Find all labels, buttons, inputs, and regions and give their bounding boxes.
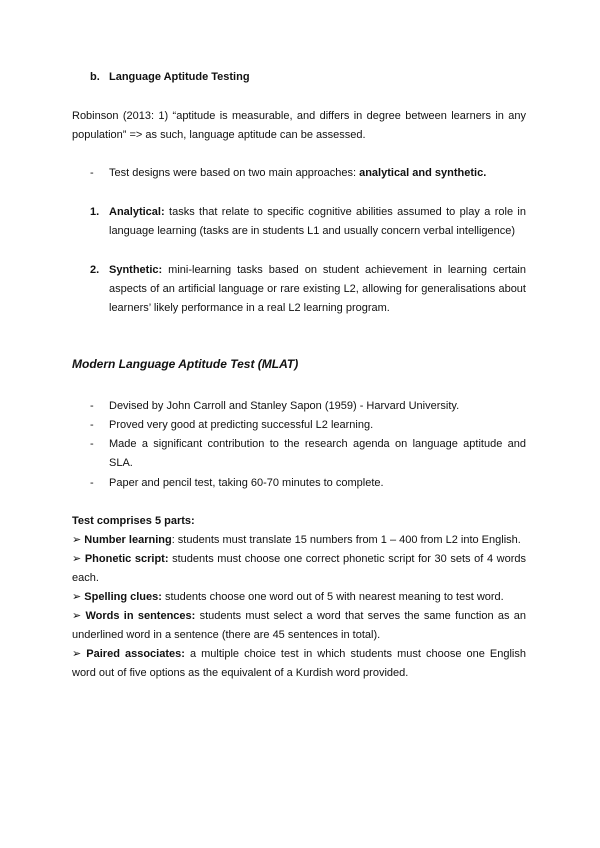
part-item bbox=[72, 588, 526, 607]
part-text: : students must translate 15 numbers from 1 – 400 from L2 into English. bbox=[171, 534, 521, 546]
bullet-text: Proved very good at predicting successful L2 learning. bbox=[109, 419, 374, 431]
dash-marker: - bbox=[90, 438, 94, 450]
arrow-bullet-icon: ➢ bbox=[72, 591, 82, 603]
mlat-bullet bbox=[90, 397, 526, 416]
approaches-bold: analytical and synthetic. bbox=[359, 167, 487, 179]
mlat-bullet bbox=[90, 435, 526, 473]
part-text: students must select a word that serves the same function as an underlined word in a sentence (there are 45 sentences in total). bbox=[72, 610, 526, 641]
mlat-bullet bbox=[90, 474, 526, 493]
part-item bbox=[72, 607, 526, 645]
mlat-bullet bbox=[90, 416, 526, 435]
part-term: Phonetic script: bbox=[84, 553, 169, 565]
approaches-item bbox=[90, 164, 526, 183]
item-text: mini-learning tasks based on student achievement in learning certain aspects of an artificial language or rare existing L2, allowing for generalisations about learners’ likely performance in a real L2 learning program. bbox=[109, 264, 526, 314]
dash-marker: - bbox=[90, 167, 94, 179]
part-term: Words in sentences: bbox=[85, 610, 196, 622]
section-label: b. bbox=[90, 71, 100, 83]
part-item bbox=[72, 531, 526, 550]
part-item bbox=[72, 550, 526, 588]
item-number: 2. bbox=[90, 264, 100, 276]
arrow-bullet-icon: ➢ bbox=[72, 534, 82, 546]
dash-marker: - bbox=[90, 477, 94, 489]
mlat-heading: Modern Language Aptitude Test (MLAT) bbox=[72, 357, 299, 371]
bullet-text: Paper and pencil test, taking 60-70 minutes to complete. bbox=[109, 477, 384, 489]
part-term: Paired associates: bbox=[86, 648, 185, 660]
bullet-text: Devised by John Carroll and Stanley Sapon (1959) - Harvard University. bbox=[109, 400, 460, 412]
part-text: a multiple choice test in which students must choose one English word out of five options as the equivalent of a Kurdish word provided. bbox=[72, 648, 526, 679]
section-title: Language Aptitude Testing bbox=[109, 71, 250, 83]
bullet-text: Made a significant contribution to the research agenda on language aptitude and SLA. bbox=[109, 438, 526, 469]
item-number: 1. bbox=[90, 206, 100, 218]
numbered-item-analytical bbox=[90, 203, 526, 241]
arrow-bullet-icon: ➢ bbox=[72, 610, 82, 622]
approaches-text: Test designs were based on two main approaches: bbox=[109, 167, 360, 179]
part-term: Number learning bbox=[84, 534, 172, 546]
part-text: students must choose one correct phonetic script for 30 sets of 4 words each. bbox=[72, 553, 527, 584]
dash-marker: - bbox=[90, 400, 94, 412]
item-term: Synthetic: bbox=[109, 264, 163, 276]
parts-heading: Test comprises 5 parts: bbox=[72, 515, 195, 527]
numbered-item-synthetic bbox=[90, 261, 526, 318]
arrow-bullet-icon: ➢ bbox=[72, 553, 82, 565]
item-term: Analytical: bbox=[109, 206, 165, 218]
dash-marker: - bbox=[90, 419, 94, 431]
part-text: students choose one word out of 5 with nearest meaning to test word. bbox=[161, 591, 504, 603]
arrow-bullet-icon: ➢ bbox=[72, 648, 82, 660]
item-text: tasks that relate to specific cognitive abilities assumed to play a role in language learning (tasks are in students L1 and usually concern verbal intelligence) bbox=[109, 206, 526, 237]
intro-paragraph: Robinson (2013: 1) “aptitude is measurable, and differs in degree between learners in any population” => as such, language aptitude can be assessed. bbox=[72, 110, 526, 141]
parts-list bbox=[72, 531, 526, 683]
part-term: Spelling clues: bbox=[84, 591, 162, 603]
part-item bbox=[72, 645, 526, 683]
section-heading bbox=[90, 71, 250, 83]
